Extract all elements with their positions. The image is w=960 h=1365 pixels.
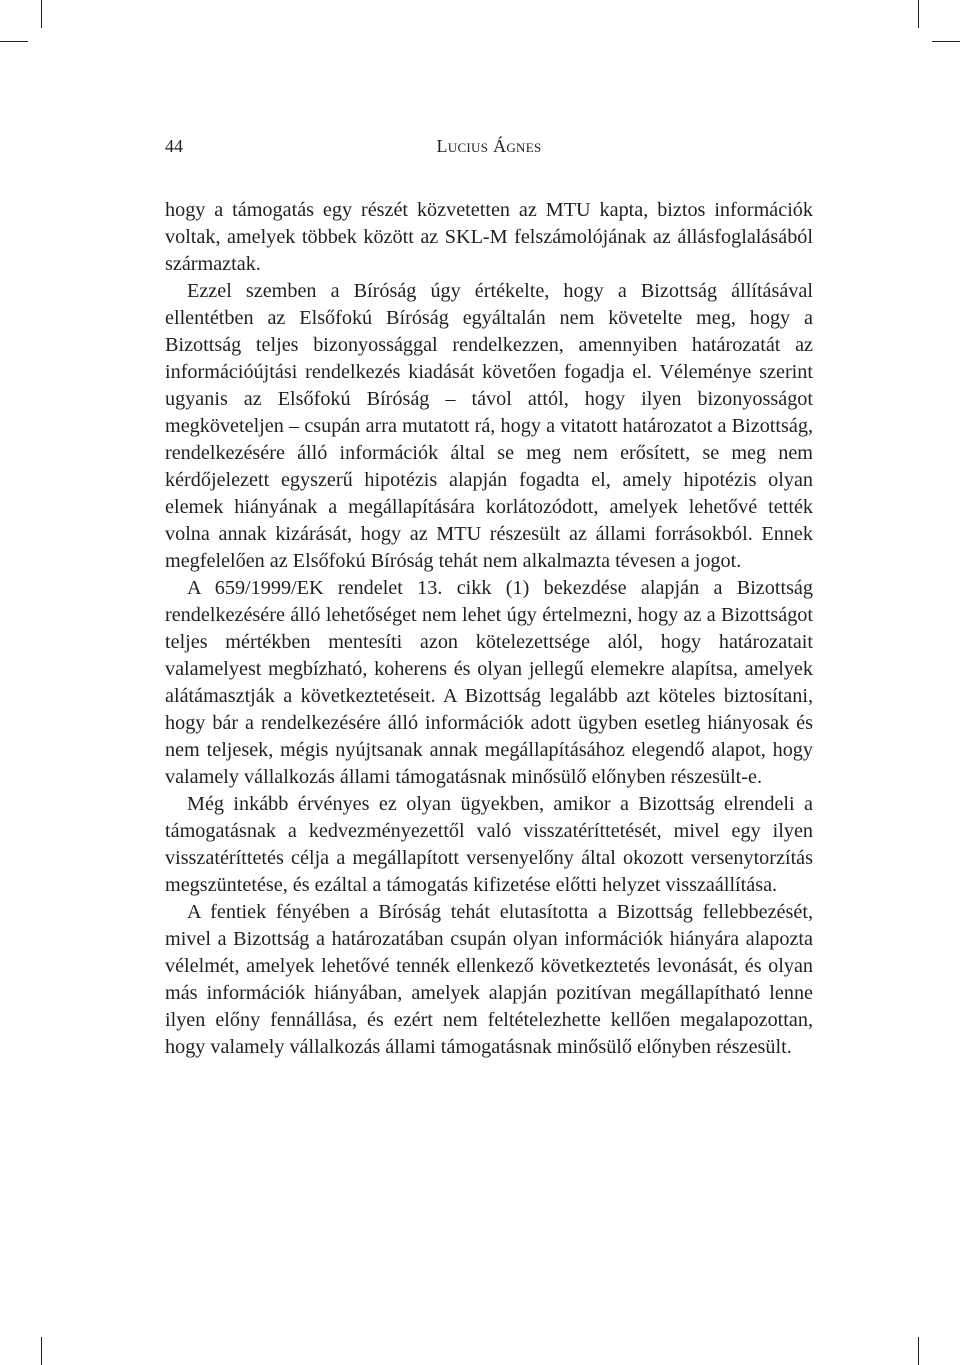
crop-mark-top-left-horizontal [0, 41, 28, 42]
paragraph-4: Még inkább érvényes ez olyan ügyekben, amikor a Bizottság elrendeli a támogatásnak a kedvezményezettől való visszatéríttetését, mivel egy ilyen visszatéríttetés célja a megállapított versenyelőny által okozott versenytorzítás megszüntetése, és ezáltal a támogatás kifizetése előtti helyzet visszaállítása. [165, 793, 813, 896]
page-header [165, 132, 813, 160]
paragraph-1: hogy a támogatás egy részét közvetetten az MTU kapta, biztos információk voltak, amelyek többek között az SKL-M felszámolójának az állásfoglalásából származtak. [165, 199, 813, 275]
paragraph-2: Ezzel szemben a Bíróság úgy értékelte, hogy a Bizottság állításával ellentétben az Elsőfokú Bíróság egyáltalán nem követelte meg, hogy a Bizottság teljes bizonyossággal rendelkezzen, amennyiben határozatát az információújtási rendelkezés kiadását követően fogadja el. Véleménye szerint ugyanis az Elsőfokú Bíróság – távol attól, hogy ilyen bizonyosságot megköveteljen – csupán arra mutatott rá, hogy a vitatott határozatot a Bizottság, rendelkezésére álló információk által se meg nem erősített, se meg nem kérdőjelezett egyszerű hipotézis alapján fogadta el, amely hipotézis olyan elemek hiányának a megállapítására korlátozódott, amelyek lehetővé tették volna annak kizárását, hogy az MTU részesült az állami forrásokból. Ennek megfelelően az Elsőfokú Bíróság tehát nem alkalmazta tévesen a jogot. [165, 280, 813, 572]
paragraph-3: A 659/1999/EK rendelet 13. cikk (1) bekezdése alapján a Bizottság rendelkezésére álló lehetőséget nem lehet úgy értelmezni, hogy az a Bizottságot teljes mértékben mentesíti azon kötelezettsége alól, hogy határozatait valamelyest megbízható, koherens és olyan jellegű elemekre alapítsa, amelyek alátámasztják a következtetéseit. A Bizottság legalább azt köteles biztosítani, hogy bár a rendelkezésére álló információk adott ügyben esetleg hiányosak és nem teljesek, mégis nyújtsanak annak megállapításához elegendő alapot, hogy valamely vállalkozás állami támogatásnak minősülő előnyben részesült-e. [165, 577, 813, 788]
page-number: 44 [165, 136, 183, 156]
crop-mark-bottom-left-vertical [41, 1337, 42, 1365]
crop-mark-top-right-horizontal [932, 41, 960, 42]
crop-mark-bottom-right-vertical [918, 1337, 919, 1365]
paragraph-5: A fentiek fényében a Bíróság tehát elutasította a Bizottság fellebbezését, mivel a Bizottság a határozatában csupán olyan információk hiányára alapozta vélelmét, amelyek lehetővé tennék ellenkező következtetés levonását, és olyan más információk hiányában, amelyek alapján pozitívan megállapítható lenne ilyen előny fennállása, és ezért nem feltételezhette kellően megalapozottan, hogy valamely vállalkozás állami támogatásnak minősülő előnyben részesült. [165, 901, 813, 1058]
crop-mark-top-left-vertical [41, 0, 42, 28]
crop-mark-top-right-vertical [918, 0, 919, 28]
running-head-author: Lucius Ágnes [436, 136, 542, 156]
body-text [165, 197, 813, 1061]
